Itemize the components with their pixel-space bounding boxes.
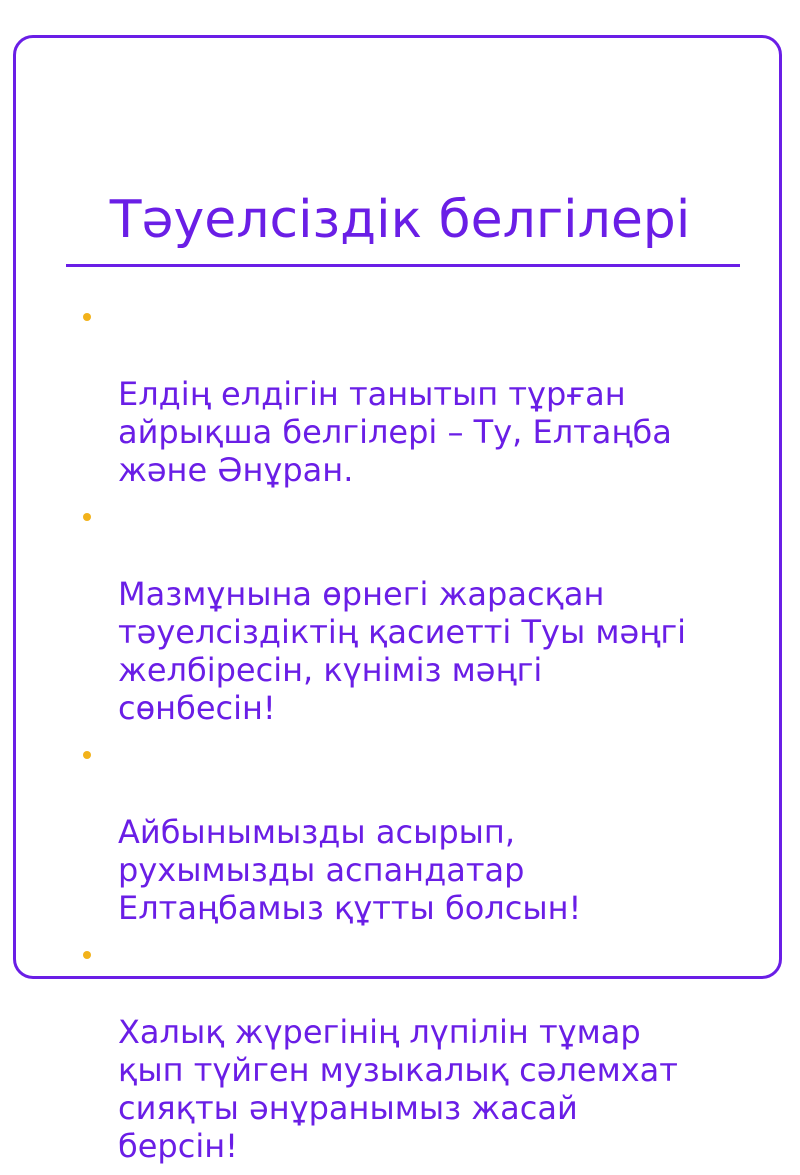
bullet-dot-icon [83,513,91,521]
slide-title: Тәуелсіздік белгілері [109,190,691,250]
bullet-dot-icon [83,951,91,959]
list-item [80,499,770,727]
bullet-dot-icon [83,313,91,321]
list-item [80,937,770,1165]
bullet-text: Айбынымызды асырып, рухымызды аспандатар Елтаңбамыз құтты болсын! [118,813,582,927]
list-item [80,737,770,927]
title-divider [66,264,740,267]
list-item [80,299,770,489]
bullet-list [80,299,770,1175]
bullet-dot-icon [83,751,91,759]
bullet-text: Елдің елдігін танытып тұрған айрықша белгілері – Ту, Елтаңба және Әнұран. [118,375,672,489]
bullet-text: Халық жүрегінің лүпілін тұмар қып түйген музыкалық сәлемхат сияқты әнұранымыз жасай берсін! [118,1013,678,1165]
bullet-text: Мазмұнына өрнегі жарасқан тәуелсіздіктің қасиетті Туы мәңгі желбіресін, күніміз мәңгі сөнбесін! [118,575,687,727]
